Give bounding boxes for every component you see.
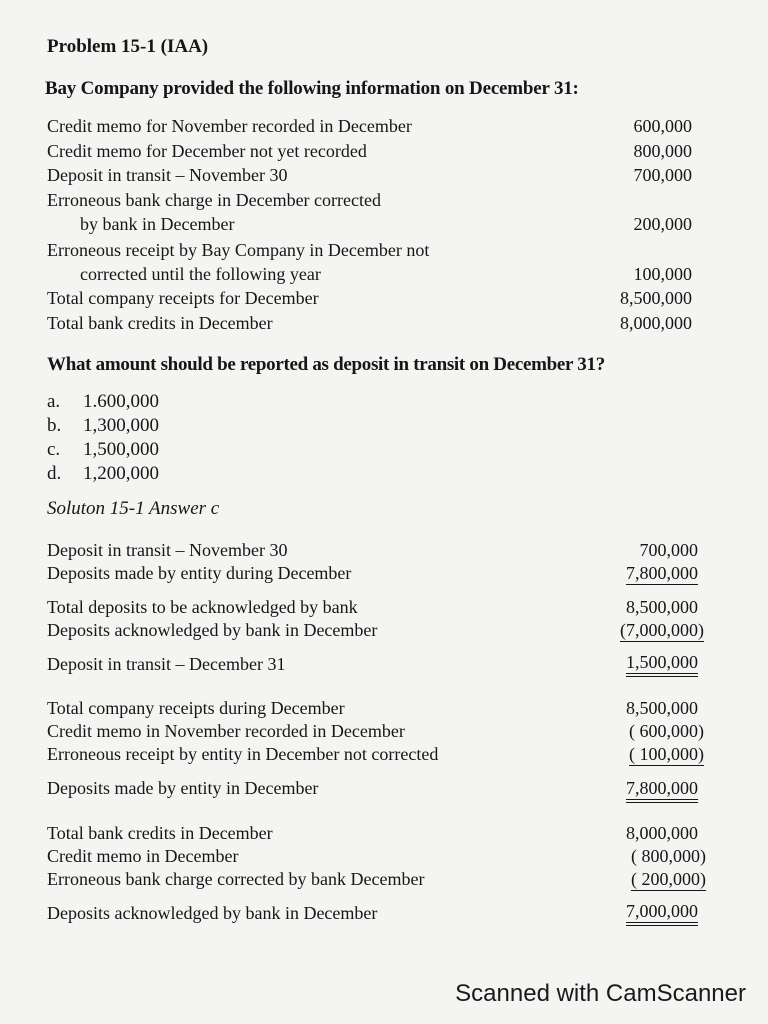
sol3-amount-1: 8,000,000 — [626, 823, 698, 843]
sol1-label-5: Deposit in transit – December 31 — [47, 654, 286, 674]
sol3-amount-4: 7,000,000 — [626, 901, 698, 926]
info-amount-7: 8,000,000 — [620, 313, 692, 333]
choice-d — [47, 463, 159, 485]
sol1-amount-4: (7,000,000) — [620, 620, 704, 640]
choice-letter: d. — [47, 463, 62, 484]
sol1-amount-5: 1,500,000 — [626, 652, 698, 677]
sol2-amount-4: 7,800,000 — [626, 778, 698, 803]
sol2-label-3: Erroneous receipt by entity in December not corrected — [47, 744, 439, 764]
info-amount-1: 600,000 — [633, 116, 692, 136]
choice-value: 1,300,000 — [83, 415, 159, 436]
choice-value: 1,500,000 — [83, 439, 159, 460]
choice-a — [47, 391, 159, 413]
sol2-label-1: Total company receipts during December — [47, 698, 345, 718]
sol1-label-1: Deposit in transit – November 30 — [47, 540, 288, 560]
solution-heading: Soluton 15-1 Answer c — [47, 498, 220, 519]
sol3-amount-3: ( 200,000) — [631, 869, 706, 889]
info-amount-6: 8,500,000 — [620, 288, 692, 308]
sol3-label-4: Deposits acknowledged by bank in December — [47, 903, 378, 923]
choice-letter: c. — [47, 439, 61, 460]
info-label-3: Deposit in transit – November 30 — [47, 165, 288, 185]
info-label-5: Erroneous receipt by Bay Company in December not — [47, 240, 430, 260]
question-text: What amount should be reported as deposit in transit on December 31? — [47, 354, 605, 375]
info-label-4-cont: by bank in December — [80, 214, 235, 234]
info-label-2: Credit memo for December not yet recorded — [47, 141, 367, 161]
sol2-amount-2: ( 600,000) — [629, 721, 704, 741]
info-amount-5: 100,000 — [633, 264, 692, 284]
info-label-7: Total bank credits in December — [47, 313, 273, 333]
choice-c — [47, 439, 159, 461]
problem-intro: Bay Company provided the following information on December 31: — [45, 78, 579, 99]
sol2-amount-1: 8,500,000 — [626, 698, 698, 718]
choice-letter: b. — [47, 415, 62, 436]
info-amount-3: 700,000 — [633, 165, 692, 185]
info-label-1: Credit memo for November recorded in December — [47, 116, 412, 136]
sol2-label-4: Deposits made by entity in December — [47, 778, 319, 798]
sol1-label-4: Deposits acknowledged by bank in December — [47, 620, 378, 640]
sol1-label-2: Deposits made by entity during December — [47, 563, 352, 583]
sol1-amount-2: 7,800,000 — [626, 563, 698, 583]
sol2-label-2: Credit memo in November recorded in December — [47, 721, 405, 741]
sol1-amount-1: 700,000 — [639, 540, 698, 560]
sol1-label-3: Total deposits to be acknowledged by bank — [47, 597, 358, 617]
choice-value: 1.600,000 — [83, 391, 159, 412]
info-label-6: Total company receipts for December — [47, 288, 319, 308]
camscanner-watermark: Scanned with CamScanner — [455, 980, 746, 1007]
choice-letter: a. — [47, 391, 61, 412]
sol3-label-3: Erroneous bank charge corrected by bank December — [47, 869, 425, 889]
problem-title: Problem 15-1 (IAA) — [47, 36, 209, 57]
sol3-amount-2: ( 800,000) — [631, 846, 706, 866]
sol1-amount-3: 8,500,000 — [626, 597, 698, 617]
sol2-amount-3: ( 100,000) — [629, 744, 704, 764]
choice-b — [47, 415, 159, 437]
sol3-label-2: Credit memo in December — [47, 846, 239, 866]
info-amount-2: 800,000 — [633, 141, 692, 161]
choice-value: 1,200,000 — [83, 463, 159, 484]
sol3-label-1: Total bank credits in December — [47, 823, 273, 843]
info-label-4: Erroneous bank charge in December corrected — [47, 190, 382, 210]
info-label-5-cont: corrected until the following year — [80, 264, 321, 284]
info-amount-4: 200,000 — [633, 214, 692, 234]
